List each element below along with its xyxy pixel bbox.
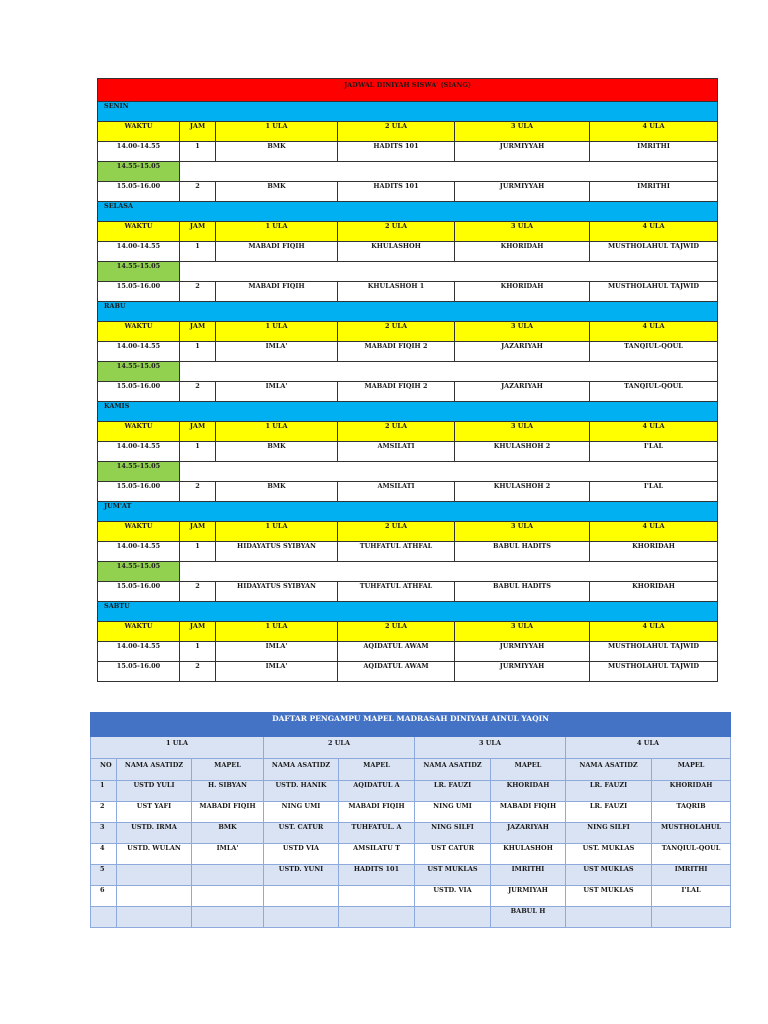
break-cell (180, 562, 718, 582)
column-header: 2 ULA (338, 322, 455, 342)
subject-name: TANQIUL-QOUL (652, 844, 731, 865)
column-header: NAMA ASATIDZ (264, 759, 339, 781)
period-cell: 2 (180, 282, 216, 302)
break-row (98, 562, 718, 582)
break-cell (180, 362, 718, 382)
period-cell: 1 (180, 242, 216, 262)
lesson-row (98, 242, 718, 262)
subject-cell: MUSTHOLAHUL TAJWID (590, 282, 718, 302)
subject-cell: I'LAL (590, 442, 718, 462)
column-header: 2 ULA (338, 422, 455, 442)
break-cell (180, 262, 718, 282)
row-number: 2 (91, 802, 117, 823)
time-cell: 14.55-15.05 (98, 562, 180, 582)
column-header-row (91, 759, 731, 781)
column-header: 1 ULA (216, 622, 338, 642)
subject-cell: HIDAYATUS SYIBYAN (216, 542, 338, 562)
subject-name: JAZARIYAH (491, 823, 566, 844)
subject-cell: BABUL HADITS (455, 582, 590, 602)
day-row (98, 202, 718, 222)
subject-name: IMRITHI (491, 865, 566, 886)
time-cell: 15.05-16.00 (98, 382, 180, 402)
subject-cell: JURMIYYAH (455, 182, 590, 202)
teacher-name: USTD VIA (264, 844, 339, 865)
schedule-header-row (98, 422, 718, 442)
column-header: 4 ULA (590, 222, 718, 242)
day-row (98, 402, 718, 422)
teacher-name: USTD. HANIK (264, 781, 339, 802)
time-cell: 14.55-15.05 (98, 162, 180, 182)
subject-cell: MUSTHOLAHUL TAJWID (590, 662, 718, 682)
time-cell: 15.05-16.00 (98, 582, 180, 602)
lesson-row (98, 642, 718, 662)
time-cell: 15.05-16.00 (98, 482, 180, 502)
subject-cell: JAZARIYAH (455, 382, 590, 402)
level-header: 1 ULA (91, 737, 264, 759)
subject-cell: AQIDATUL AWAM (338, 642, 455, 662)
teacher-name (566, 907, 652, 928)
subject-cell: TANQIUL-QOUL (590, 342, 718, 362)
schedule-header-row (98, 622, 718, 642)
column-header: 2 ULA (338, 622, 455, 642)
teacher-row (91, 886, 731, 907)
lesson-row (98, 382, 718, 402)
teacher-name: NING UMI (415, 802, 491, 823)
time-cell: 14.00-14.55 (98, 542, 180, 562)
subject-cell: IMLA' (216, 642, 338, 662)
subject-name: TAQRIB (652, 802, 731, 823)
subject-name (339, 886, 415, 907)
teacher-name: UST YAFI (117, 802, 192, 823)
time-cell: 14.00-14.55 (98, 142, 180, 162)
lesson-row (98, 442, 718, 462)
row-number: 4 (91, 844, 117, 865)
column-header: WAKTU (98, 622, 180, 642)
subject-cell: JURMIYYAH (455, 642, 590, 662)
teacher-name: USTD. IRMA (117, 823, 192, 844)
subject-cell: IMRITHI (590, 142, 718, 162)
column-header: 2 ULA (338, 522, 455, 542)
column-header: 3 ULA (455, 122, 590, 142)
subject-cell: KHORIDAH (590, 542, 718, 562)
level-header: 2 ULA (264, 737, 415, 759)
subject-name (339, 907, 415, 928)
subject-cell: IMLA' (216, 382, 338, 402)
period-cell: 1 (180, 142, 216, 162)
teacher-row (91, 844, 731, 865)
period-cell: 2 (180, 182, 216, 202)
subject-cell: KHORIDAH (590, 582, 718, 602)
teacher-name: NING SILFI (415, 823, 491, 844)
subject-cell: JURMIYYAH (455, 662, 590, 682)
lesson-row (98, 542, 718, 562)
subject-cell: IMLA' (216, 662, 338, 682)
day-name: SELASA (98, 202, 718, 222)
lesson-row (98, 282, 718, 302)
column-header: 4 ULA (590, 322, 718, 342)
subject-name (192, 886, 264, 907)
break-cell (180, 162, 718, 182)
level-header: 4 ULA (566, 737, 731, 759)
subject-cell: KHULASHOH (338, 242, 455, 262)
teacher-name: USTD. VIA (415, 886, 491, 907)
teacher-name (117, 865, 192, 886)
subject-cell: AMSILATI (338, 442, 455, 462)
subject-name: I'LAL (652, 886, 731, 907)
subject-cell: TUHFATUL ATHFAL (338, 582, 455, 602)
lesson-row (98, 482, 718, 502)
column-header: JAM (180, 622, 216, 642)
period-cell: 2 (180, 382, 216, 402)
break-row (98, 162, 718, 182)
teacher-name: NING UMI (264, 802, 339, 823)
column-header: WAKTU (98, 222, 180, 242)
subject-cell: BMK (216, 182, 338, 202)
time-cell: 14.55-15.05 (98, 262, 180, 282)
lesson-row (98, 142, 718, 162)
lesson-row (98, 582, 718, 602)
subject-cell: TANQIUL-QOUL (590, 382, 718, 402)
subject-name: AQIDATUL A (339, 781, 415, 802)
column-header: WAKTU (98, 122, 180, 142)
column-header: JAM (180, 222, 216, 242)
teacher-row (91, 907, 731, 928)
subject-cell: MABADI FIQIH (216, 282, 338, 302)
subject-cell: I'LAL (590, 482, 718, 502)
subject-cell: IMRITHI (590, 182, 718, 202)
teacher-name (117, 907, 192, 928)
row-number: 6 (91, 886, 117, 907)
teacher-name (117, 886, 192, 907)
column-header: 4 ULA (590, 422, 718, 442)
teacher-name (264, 907, 339, 928)
subject-name: KHULASHOH (491, 844, 566, 865)
column-header: 1 ULA (216, 122, 338, 142)
column-header: 2 ULA (338, 222, 455, 242)
time-cell: 14.55-15.05 (98, 462, 180, 482)
subject-name: IMLA' (192, 844, 264, 865)
column-header: NAMA ASATIDZ (117, 759, 192, 781)
subject-cell: HIDAYATUS SYIBYAN (216, 582, 338, 602)
subject-cell: AMSILATI (338, 482, 455, 502)
teacher-row (91, 865, 731, 886)
teacher-name: NING SILFI (566, 823, 652, 844)
teachers-title-row (91, 713, 731, 737)
period-cell: 2 (180, 582, 216, 602)
column-header: 4 ULA (590, 522, 718, 542)
break-row (98, 262, 718, 282)
subject-name: AMSILATU T (339, 844, 415, 865)
day-row (98, 502, 718, 522)
day-name: JUM'AT (98, 502, 718, 522)
column-header: 2 ULA (338, 122, 455, 142)
subject-name: KHORIDAH (652, 781, 731, 802)
teacher-row (91, 802, 731, 823)
subject-name (192, 865, 264, 886)
teacher-name: LR. FAUZI (415, 781, 491, 802)
day-row (98, 302, 718, 322)
subject-name: MABADI FIQIH (491, 802, 566, 823)
teacher-name (264, 886, 339, 907)
column-header: NO (91, 759, 117, 781)
subject-cell: JAZARIYAH (455, 342, 590, 362)
column-header: 3 ULA (455, 622, 590, 642)
time-cell: 14.00-14.55 (98, 342, 180, 362)
subject-cell: IMLA' (216, 342, 338, 362)
teacher-name: UST MUKLAS (415, 865, 491, 886)
teacher-name: UST MUKLAS (566, 865, 652, 886)
day-name: SABTU (98, 602, 718, 622)
schedule-title: JADWAL DINIYAH SISWA' (SIANG) (98, 79, 718, 102)
column-header: WAKTU (98, 422, 180, 442)
subject-cell: BABUL HADITS (455, 542, 590, 562)
column-header: NAMA ASATIDZ (415, 759, 491, 781)
teacher-row (91, 823, 731, 844)
subject-name: MUSTHOLAHUL (652, 823, 731, 844)
break-cell (180, 462, 718, 482)
teacher-name: USTD. WULAN (117, 844, 192, 865)
subject-name: BMK (192, 823, 264, 844)
subject-cell: BMK (216, 442, 338, 462)
time-cell: 14.00-14.55 (98, 642, 180, 662)
column-header: JAM (180, 322, 216, 342)
schedule-header-row (98, 522, 718, 542)
column-header: MAPEL (339, 759, 415, 781)
subject-name: KHORIDAH (491, 781, 566, 802)
period-cell: 2 (180, 482, 216, 502)
subject-cell: MUSTHOLAHUL TAJWID (590, 642, 718, 662)
subject-cell: MABADI FIQIH (216, 242, 338, 262)
lesson-row (98, 342, 718, 362)
lesson-row (98, 182, 718, 202)
period-cell: 1 (180, 342, 216, 362)
subject-cell: MUSTHOLAHUL TAJWID (590, 242, 718, 262)
subject-name: TUHFATUL. A (339, 823, 415, 844)
period-cell: 1 (180, 542, 216, 562)
subject-cell: KHULASHOH 2 (455, 442, 590, 462)
teacher-name: UST MUKLAS (566, 886, 652, 907)
teacher-name: USTD YULI (117, 781, 192, 802)
column-header: WAKTU (98, 522, 180, 542)
column-header: NAMA ASATIDZ (566, 759, 652, 781)
subject-name: BABUL H (491, 907, 566, 928)
row-number: 1 (91, 781, 117, 802)
subject-name (192, 907, 264, 928)
day-name: KAMIS (98, 402, 718, 422)
schedule-table (97, 78, 718, 682)
teachers-title: DAFTAR PENGAMPU MAPEL MADRASAH DINIYAH AINUL YAQIN (91, 713, 731, 737)
teacher-name (415, 907, 491, 928)
subject-name: MABADI FIQIH (339, 802, 415, 823)
schedule-title-row (98, 79, 718, 102)
column-header: JAM (180, 522, 216, 542)
column-header: 4 ULA (590, 122, 718, 142)
time-cell: 15.05-16.00 (98, 282, 180, 302)
teacher-row (91, 781, 731, 802)
subject-name: H. SIBYAN (192, 781, 264, 802)
teacher-name: UST. CATUR (264, 823, 339, 844)
time-cell: 15.05-16.00 (98, 662, 180, 682)
subject-cell: TUHFATUL ATHFAL (338, 542, 455, 562)
period-cell: 2 (180, 662, 216, 682)
subject-name: HADITS 101 (339, 865, 415, 886)
column-header: MAPEL (491, 759, 566, 781)
break-row (98, 362, 718, 382)
column-header: WAKTU (98, 322, 180, 342)
subject-name: JURMIYAH (491, 886, 566, 907)
teacher-name: UST. MUKLAS (566, 844, 652, 865)
time-cell: 15.05-16.00 (98, 182, 180, 202)
subject-cell: HADITS 101 (338, 142, 455, 162)
subject-cell: KHORIDAH (455, 282, 590, 302)
level-header-row (91, 737, 731, 759)
subject-cell: KHORIDAH (455, 242, 590, 262)
day-name: SENIN (98, 102, 718, 122)
column-header: 1 ULA (216, 422, 338, 442)
column-header: 1 ULA (216, 322, 338, 342)
period-cell: 1 (180, 442, 216, 462)
schedule-header-row (98, 222, 718, 242)
subject-cell: MABADI FIQIH 2 (338, 382, 455, 402)
subject-cell: AQIDATUL AWAM (338, 662, 455, 682)
teacher-name: LR. FAUZI (566, 781, 652, 802)
teacher-name: UST CATUR (415, 844, 491, 865)
teacher-name: USTD. YUNI (264, 865, 339, 886)
subject-cell: MABADI FIQIH 2 (338, 342, 455, 362)
column-header: 3 ULA (455, 522, 590, 542)
column-header: 3 ULA (455, 322, 590, 342)
subject-cell: KHULASHOH 1 (338, 282, 455, 302)
schedule-header-row (98, 322, 718, 342)
column-header: JAM (180, 122, 216, 142)
day-name: RABU (98, 302, 718, 322)
column-header: JAM (180, 422, 216, 442)
column-header: 3 ULA (455, 422, 590, 442)
subject-cell: HADITS 101 (338, 182, 455, 202)
subject-cell: KHULASHOH 2 (455, 482, 590, 502)
time-cell: 14.00-14.55 (98, 442, 180, 462)
teachers-table (90, 712, 731, 928)
subject-cell: BMK (216, 142, 338, 162)
subject-name: MABADI FIQIH (192, 802, 264, 823)
lesson-row (98, 662, 718, 682)
time-cell: 14.55-15.05 (98, 362, 180, 382)
subject-name: IMRITHI (652, 865, 731, 886)
day-row (98, 102, 718, 122)
period-cell: 1 (180, 642, 216, 662)
row-number: 3 (91, 823, 117, 844)
row-number: 5 (91, 865, 117, 886)
column-header: 3 ULA (455, 222, 590, 242)
level-header: 3 ULA (415, 737, 566, 759)
teacher-name: LR. FAUZI (566, 802, 652, 823)
subject-cell: JURMIYYAH (455, 142, 590, 162)
column-header: 4 ULA (590, 622, 718, 642)
column-header: 1 ULA (216, 222, 338, 242)
break-row (98, 462, 718, 482)
schedule-header-row (98, 122, 718, 142)
column-header: MAPEL (652, 759, 731, 781)
row-number (91, 907, 117, 928)
subject-cell: BMK (216, 482, 338, 502)
day-row (98, 602, 718, 622)
subject-name (652, 907, 731, 928)
column-header: MAPEL (192, 759, 264, 781)
time-cell: 14.00-14.55 (98, 242, 180, 262)
column-header: 1 ULA (216, 522, 338, 542)
